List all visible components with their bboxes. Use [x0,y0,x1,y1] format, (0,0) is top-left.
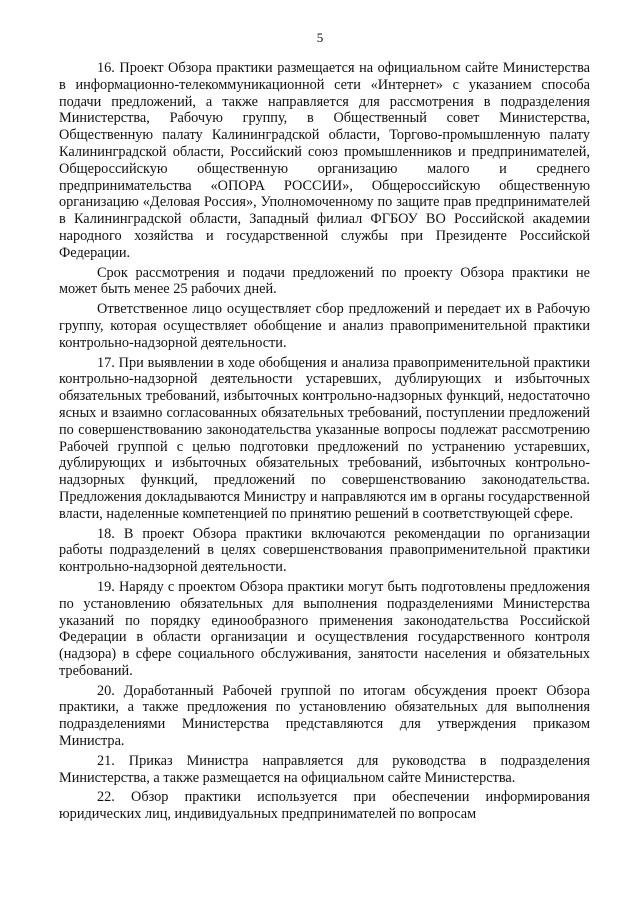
paragraph-deadline: Срок рассмотрения и подачи предложений по проекту Обзора практики не может быть менее 25 рабочих дней. [59,264,590,298]
document-body [59,60,590,826]
paragraph-17: 17. При выявлении в ходе обобщения и анализа правоприменительной практики контрольно-надзорной деятельности устаревших, дублирующих и избыточных обязательных требований, избыточных контрольно-надзорных функций, недостаточно ясных и взаимно согласованных обязательных требований, поступлении предложений по совершенствованию законодательства указанные вопросы подлежат рассмотрению Рабочей группой с целью подготовки предложений по устранению устаревших, дублирующих и избыточных обязательных требований, избыточных контрольно-надзорных функций, предложений по совершенствованию законодательства. Предложения докладываются Министру и направляются им в органы государственной власти, наделенные компетенцией по принятию решений в соответствующей сфере. [59,354,590,522]
paragraph-20: 20. Доработанный Рабочей группой по итогам обсуждения проект Обзора практики, а также предложения по установлению обязательных для выполнения подразделениями Министерства представляются для утверждения приказом Министра. [59,682,590,750]
page-number: 5 [316,30,324,45]
paragraph-22: 22. Обзор практики используется при обеспечении информирования юридических лиц, индивидуальных предпринимателей по вопросам [59,789,590,823]
paragraph-18: 18. В проект Обзора практики включаются рекомендации по организации работы подразделений в целях совершенствования правоприменительной практики контрольно-надзорной деятельности. [59,525,590,576]
paragraph-21: 21. Приказ Министра направляется для руководства в подразделения Министерства, а также размещается на официальном сайте Министерства. [59,752,590,786]
paragraph-responsible-person: Ответственное лицо осуществляет сбор предложений и передает их в Рабочую группу, которая осуществляет обобщение и анализ правоприменительной практики контрольно-надзорной деятельности. [59,301,590,351]
paragraph-19: 19. Наряду с проектом Обзора практики могут быть подготовлены предложения по установлению обязательных для выполнения подразделениями Министерства указаний по порядку единообразного применения законодательства Российской Федерации в области организации и осуществления государственного контроля (надзора) в сфере социального обслуживания, занятости населения и обязательных требований. [59,578,590,679]
paragraph-16: 16. Проект Обзора практики размещается на официальном сайте Министерства в информационно-телекоммуникационной сети «Интернет» с указанием способа подачи предложений, а также направляется для рассмотрения в подразделения Министерства, Рабочую группу, в Общественный совет Министерства, Общественную палату Калининградской области, Торгово-промышленную палату Калининградской области, Российский союз промышленников и предпринимателей, Общероссийскую общественную организацию малого и среднего предпринимательства «ОПОРА РОССИИ», Общероссийскую общественную организацию «Деловая Россия», Уполномоченному по защите прав предпринимателей в Калининградской области, Западный филиал ФГБОУ ВО Российской академии народного хозяйства и государственной службы при Президенте Российской Федерации. [59,60,590,261]
